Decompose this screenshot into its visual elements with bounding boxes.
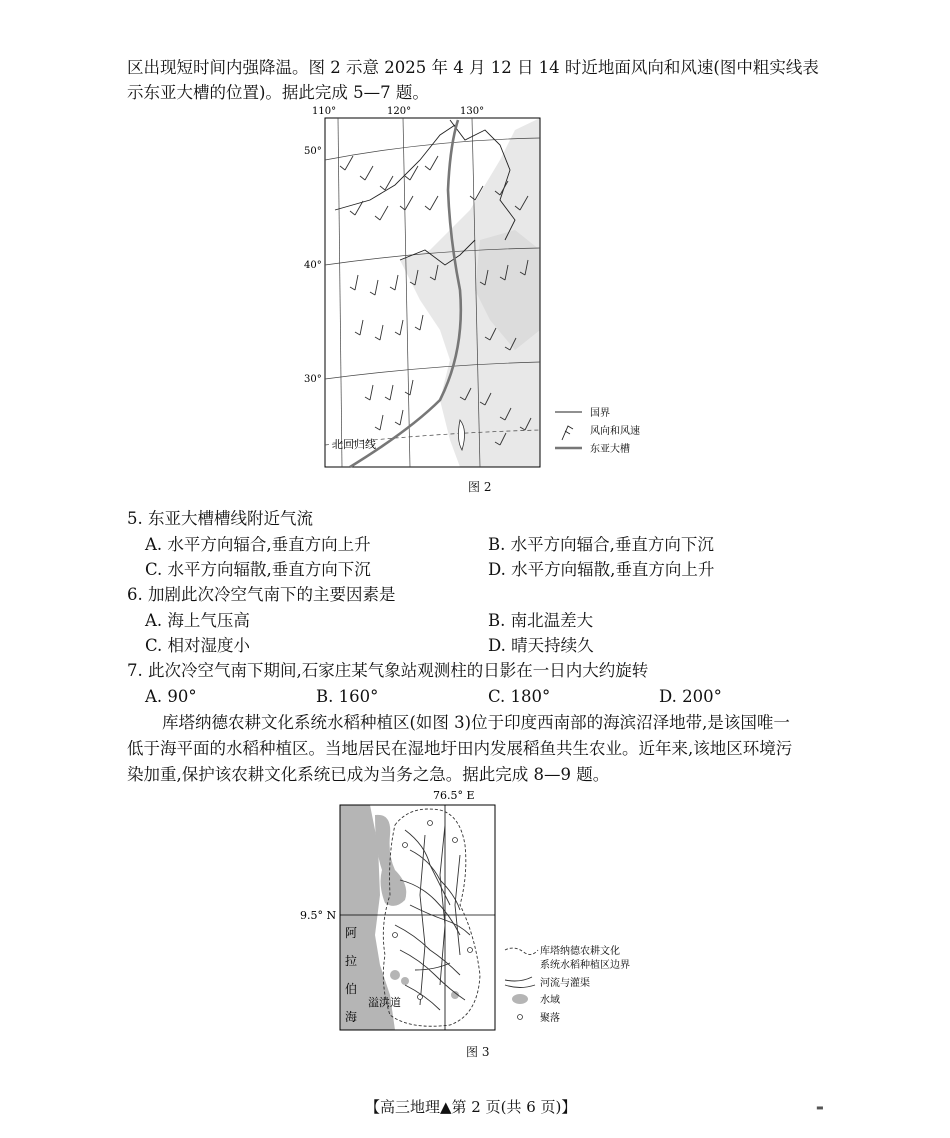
figure-2-map	[300, 100, 700, 500]
page-footer: 【高三地理▲第 2 页(共 6 页)】	[365, 1098, 577, 1116]
figure-3-map	[300, 785, 660, 1035]
lat-label-30: 30°	[304, 374, 322, 385]
legend-border: 国界	[590, 408, 610, 419]
q6-option-d: D. 晴天持续久	[488, 636, 594, 655]
legend-wind: 风向和风速	[590, 426, 640, 437]
figure-2-caption: 图 2	[468, 480, 492, 494]
figure-3-caption: 图 3	[466, 1045, 490, 1059]
q6-option-a: A. 海上气压高	[145, 611, 250, 630]
fig3-lon-label: 76.5° E	[433, 789, 475, 802]
corner-mark: ▬	[816, 1103, 824, 1112]
q6-option-b: B. 南北温差大	[488, 611, 594, 630]
sea-char-4: 海	[345, 1010, 358, 1024]
legend-boundary-line-2: 系统水稻种植区边界	[540, 960, 630, 971]
q5-option-a: A. 水平方向辐合,垂直方向上升	[145, 535, 371, 554]
legend-trough: 东亚大槽	[590, 444, 630, 455]
q7-option-b: B. 160°	[316, 687, 379, 706]
lat-label-50: 50°	[304, 146, 322, 157]
legend-water: 水域	[540, 995, 560, 1006]
lat-label-40: 40°	[304, 260, 322, 271]
legend-boundary-line-1: 库塔纳德农耕文化	[540, 946, 620, 957]
intro-line-1: 区出现短时间内强降温。图 2 示意 2025 年 4 月 12 日 14 时近地面风向和风速(图中粗实线表	[127, 58, 819, 77]
spillway-label: 溢洪道	[368, 996, 401, 1009]
q7-option-c: C. 180°	[488, 687, 551, 706]
fig3-lat-label: 9.5° N	[300, 909, 337, 922]
q6-stem: 6. 加剧此次冷空气南下的主要因素是	[127, 585, 396, 604]
passage-line-1: 库塔纳德农耕文化系统水稻种植区(如图 3)位于印度西南部的海滨沼泽地带,是该国唯一	[162, 713, 790, 732]
q7-stem: 7. 此次冷空气南下期间,石家庄某气象站观测柱的日影在一日内大约旋转	[127, 661, 649, 680]
legend-rivers: 河流与灌渠	[540, 978, 590, 989]
sea-char-3: 伯	[345, 982, 358, 996]
q5-stem: 5. 东亚大槽槽线附近气流	[127, 509, 313, 528]
passage-line-2: 低于海平面的水稻种植区。当地居民在湿地圩田内发展稻鱼共生农业。近年来,该地区环境污	[127, 739, 793, 758]
sea-char-2: 拉	[345, 954, 358, 968]
q7-option-d: D. 200°	[659, 687, 722, 706]
tropic-label: 北回归线	[332, 438, 376, 451]
q5-option-b: B. 水平方向辐合,垂直方向下沉	[488, 535, 714, 554]
q5-option-c: C. 水平方向辐散,垂直方向下沉	[145, 560, 371, 579]
q7-option-a: A. 90°	[145, 687, 197, 706]
legend-settlement: 聚落	[540, 1013, 560, 1024]
intro-line-2: 示东亚大槽的位置)。据此完成 5—7 题。	[127, 83, 429, 102]
lon-label-110: 110°	[312, 106, 337, 117]
lon-label-120: 120°	[387, 106, 412, 117]
passage-line-3: 染加重,保护该农耕文化系统已成为当务之急。据此完成 8—9 题。	[127, 765, 610, 784]
lon-label-130: 130°	[460, 106, 485, 117]
q6-option-c: C. 相对湿度小	[145, 636, 251, 655]
sea-char-1: 阿	[345, 926, 358, 940]
q5-option-d: D. 水平方向辐散,垂直方向上升	[488, 560, 715, 579]
